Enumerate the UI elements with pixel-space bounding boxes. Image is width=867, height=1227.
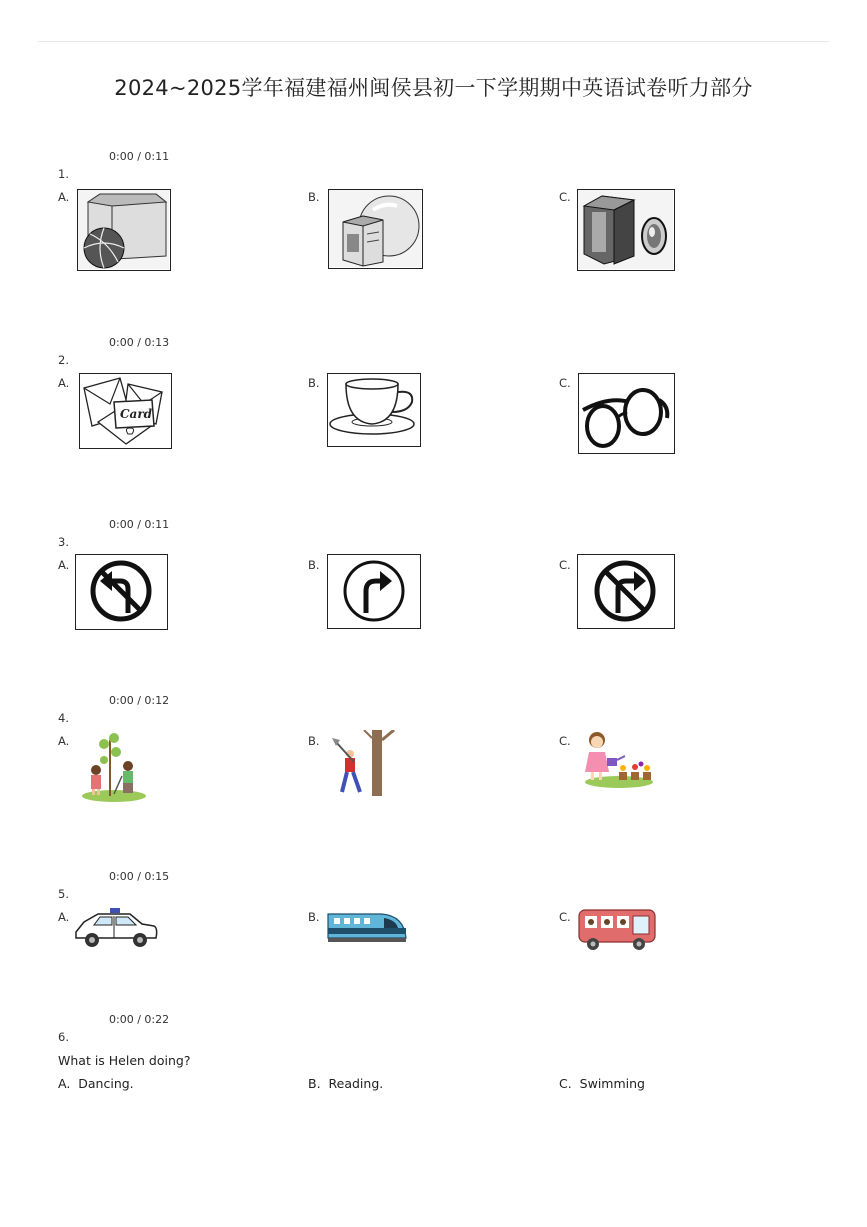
audio-player-q4[interactable]: 0:00 / 0:12 (109, 694, 170, 707)
girl-watering-flowers-picture (583, 730, 655, 790)
high-speed-train-picture (326, 906, 408, 948)
audio-player-q6[interactable]: 0:00 / 0:22 (109, 1013, 170, 1026)
top-divider (38, 41, 829, 42)
option-text: Dancing. (78, 1076, 134, 1091)
option-b[interactable] (308, 1076, 383, 1091)
option-c[interactable] (559, 1076, 645, 1091)
option-letter: C. (559, 910, 571, 924)
question-number: 4. (58, 711, 69, 725)
children-planting-tree-picture (80, 730, 150, 804)
card-label: Card (120, 407, 153, 421)
option-a[interactable] (58, 1076, 134, 1091)
option-letter: C. (559, 558, 571, 572)
audio-player-q3[interactable]: 0:00 / 0:11 (109, 518, 170, 531)
option-letter: C. (559, 190, 571, 204)
option-text: Swimming (579, 1076, 645, 1091)
question-number: 3. (58, 535, 69, 549)
option-letter: A. (58, 190, 70, 204)
police-car-picture (74, 906, 158, 952)
small-box-and-globe-picture (328, 189, 423, 269)
option-letter: B. (308, 1076, 321, 1091)
cube-and-lens-picture (577, 189, 675, 271)
option-letter: B. (308, 558, 320, 572)
no-right-turn-sign (577, 554, 675, 629)
option-letter: A. (58, 734, 70, 748)
question-number: 1. (58, 167, 69, 181)
option-letter: C. (559, 1076, 572, 1091)
question-number: 2. (58, 353, 69, 367)
audio-player-q2[interactable]: 0:00 / 0:13 (109, 336, 170, 349)
option-text: Reading. (328, 1076, 384, 1091)
audio-player-q5[interactable]: 0:00 / 0:15 (109, 870, 170, 883)
teacup-on-saucer-picture (327, 373, 421, 447)
option-letter: B. (308, 190, 320, 204)
option-letter: B. (308, 734, 320, 748)
question-number: 6. (58, 1030, 69, 1044)
option-letter: B. (308, 376, 320, 390)
box-and-basketball-picture (77, 189, 171, 271)
option-letter: A. (58, 910, 70, 924)
option-letter: C. (559, 734, 571, 748)
option-letter: A. (58, 376, 70, 390)
no-left-turn-sign (75, 554, 168, 630)
option-letter: C. (559, 376, 571, 390)
option-letter: B. (308, 910, 320, 924)
question-number: 5. (58, 887, 69, 901)
audio-player-q1[interactable]: 0:00 / 0:11 (109, 150, 170, 163)
envelopes-and-card-picture (79, 373, 172, 449)
turn-right-sign (327, 554, 421, 629)
man-cutting-tree-picture (330, 730, 398, 798)
option-letter: A. (58, 1076, 71, 1091)
eyeglasses-picture (578, 373, 675, 454)
red-bus-picture (577, 906, 657, 952)
page-title: 2024~2025学年福建福州闽侯县初一下学期期中英语试卷听力部分 (114, 76, 753, 100)
option-letter: A. (58, 558, 70, 572)
question-prompt: What is Helen doing? (58, 1053, 191, 1068)
